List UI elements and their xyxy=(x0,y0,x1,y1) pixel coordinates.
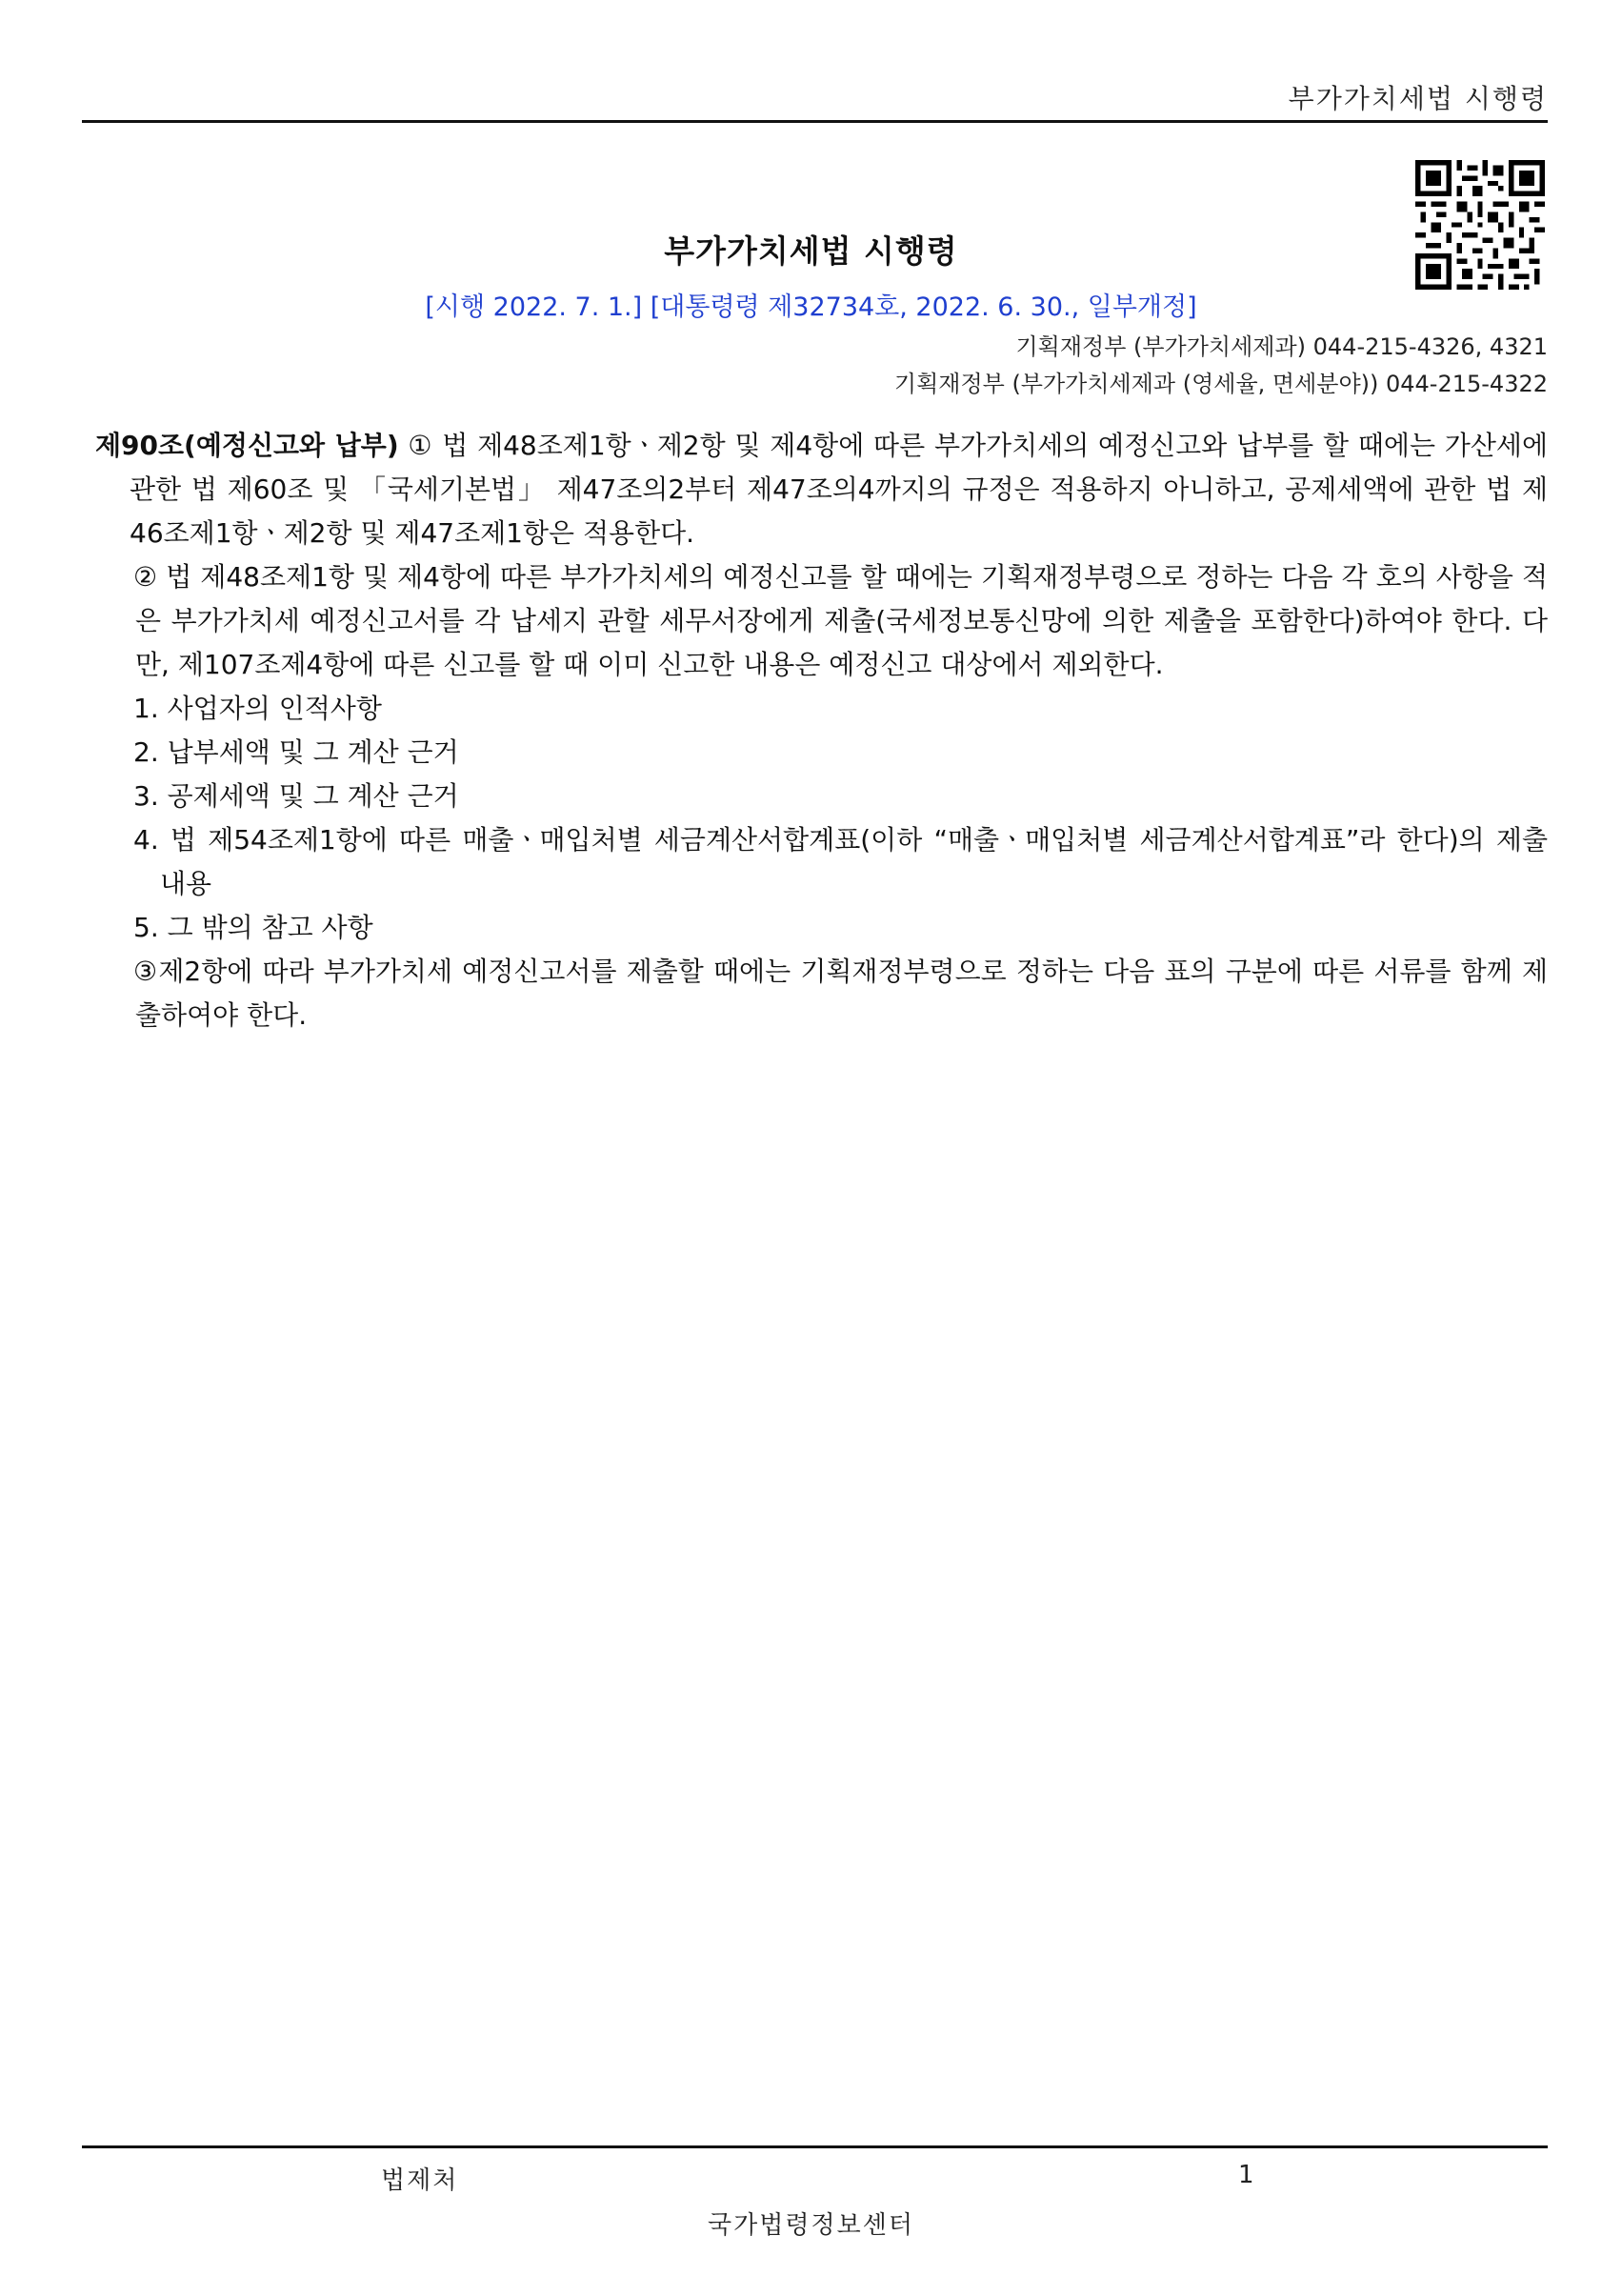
article-paragraph-2: ② 법 제48조제1항 및 제4항에 따른 부가가치세의 예정신고를 할 때에는 기획재정부령으로 정하는 다음 각 호의 사항을 적은 부가가치세 예정신고서를 각 납세지 관할 세무서장에게 제출(국세정보통신망에 의한 제출을 포함한다)하여야 한다. 다만, 제107조제4항에 따른 신고를 할 때 이미 신고한 내용은 예정신고 대상에서 제외한다. xyxy=(133,561,1548,680)
page-number: 1 xyxy=(1238,2161,1254,2189)
list-item: 1. 사업자의 인적사항 xyxy=(133,693,382,724)
enforcement-meta: [시행 2022. 7. 1.] [대통령령 제32734호, 2022. 6. 30., 일부개정] xyxy=(425,292,1197,322)
running-header-title: 부가가치세법 시행령 xyxy=(1288,83,1548,114)
footer-publisher: 법제처 xyxy=(381,2166,459,2195)
footer-source: 국가법령정보센터 xyxy=(708,2211,914,2240)
list-item: 3. 공제세액 및 그 계산 근거 xyxy=(133,780,459,812)
article-paragraph-1 xyxy=(95,424,1548,555)
paragraph-1-text: ① 법 제48조제1항ㆍ제2항 및 제4항에 따른 부가가치세의 예정신고와 납부를 할 때에는 가산세에 관한 법 제60조 및 「국세기본법」 제47조의2부터 제47조의4까지의 규정은 적용하지 아니하고, 공제세액에 관한 법 제46조제1항ㆍ제2항 및 제47조제1항은 적용한다. xyxy=(130,430,1548,549)
list-item: 4. 법 제54조제1항에 따른 매출ㆍ매입처별 세금계산서합계표(이하 “매출ㆍ매입처별 세금계산서합계표”라 한다)의 제출 내용 xyxy=(133,824,1548,899)
document-title: 부가가치세법 시행령 xyxy=(664,232,958,270)
header-rule xyxy=(82,120,1548,123)
article-paragraph-3: ③제2항에 따라 부가가치세 예정신고서를 제출할 때에는 기획재정부령으로 정하는 다음 표의 구분에 따른 서류를 함께 제출하여야 한다. xyxy=(133,956,1548,1031)
contact-line-2: 기획재정부 (부가가치세제과 (영세율, 면세분야)) 044-215-4322 xyxy=(893,371,1548,397)
list-item: 5. 그 밖의 참고 사항 xyxy=(133,912,373,943)
footer-rule xyxy=(82,2145,1548,2148)
contact-line-1: 기획재정부 (부가가치세제과) 044-215-4326, 4321 xyxy=(1015,333,1548,360)
article-heading: 제90조(예정신고와 납부) xyxy=(95,430,399,461)
article-body xyxy=(95,424,1548,1037)
list-item: 2. 납부세액 및 그 계산 근거 xyxy=(133,736,459,768)
